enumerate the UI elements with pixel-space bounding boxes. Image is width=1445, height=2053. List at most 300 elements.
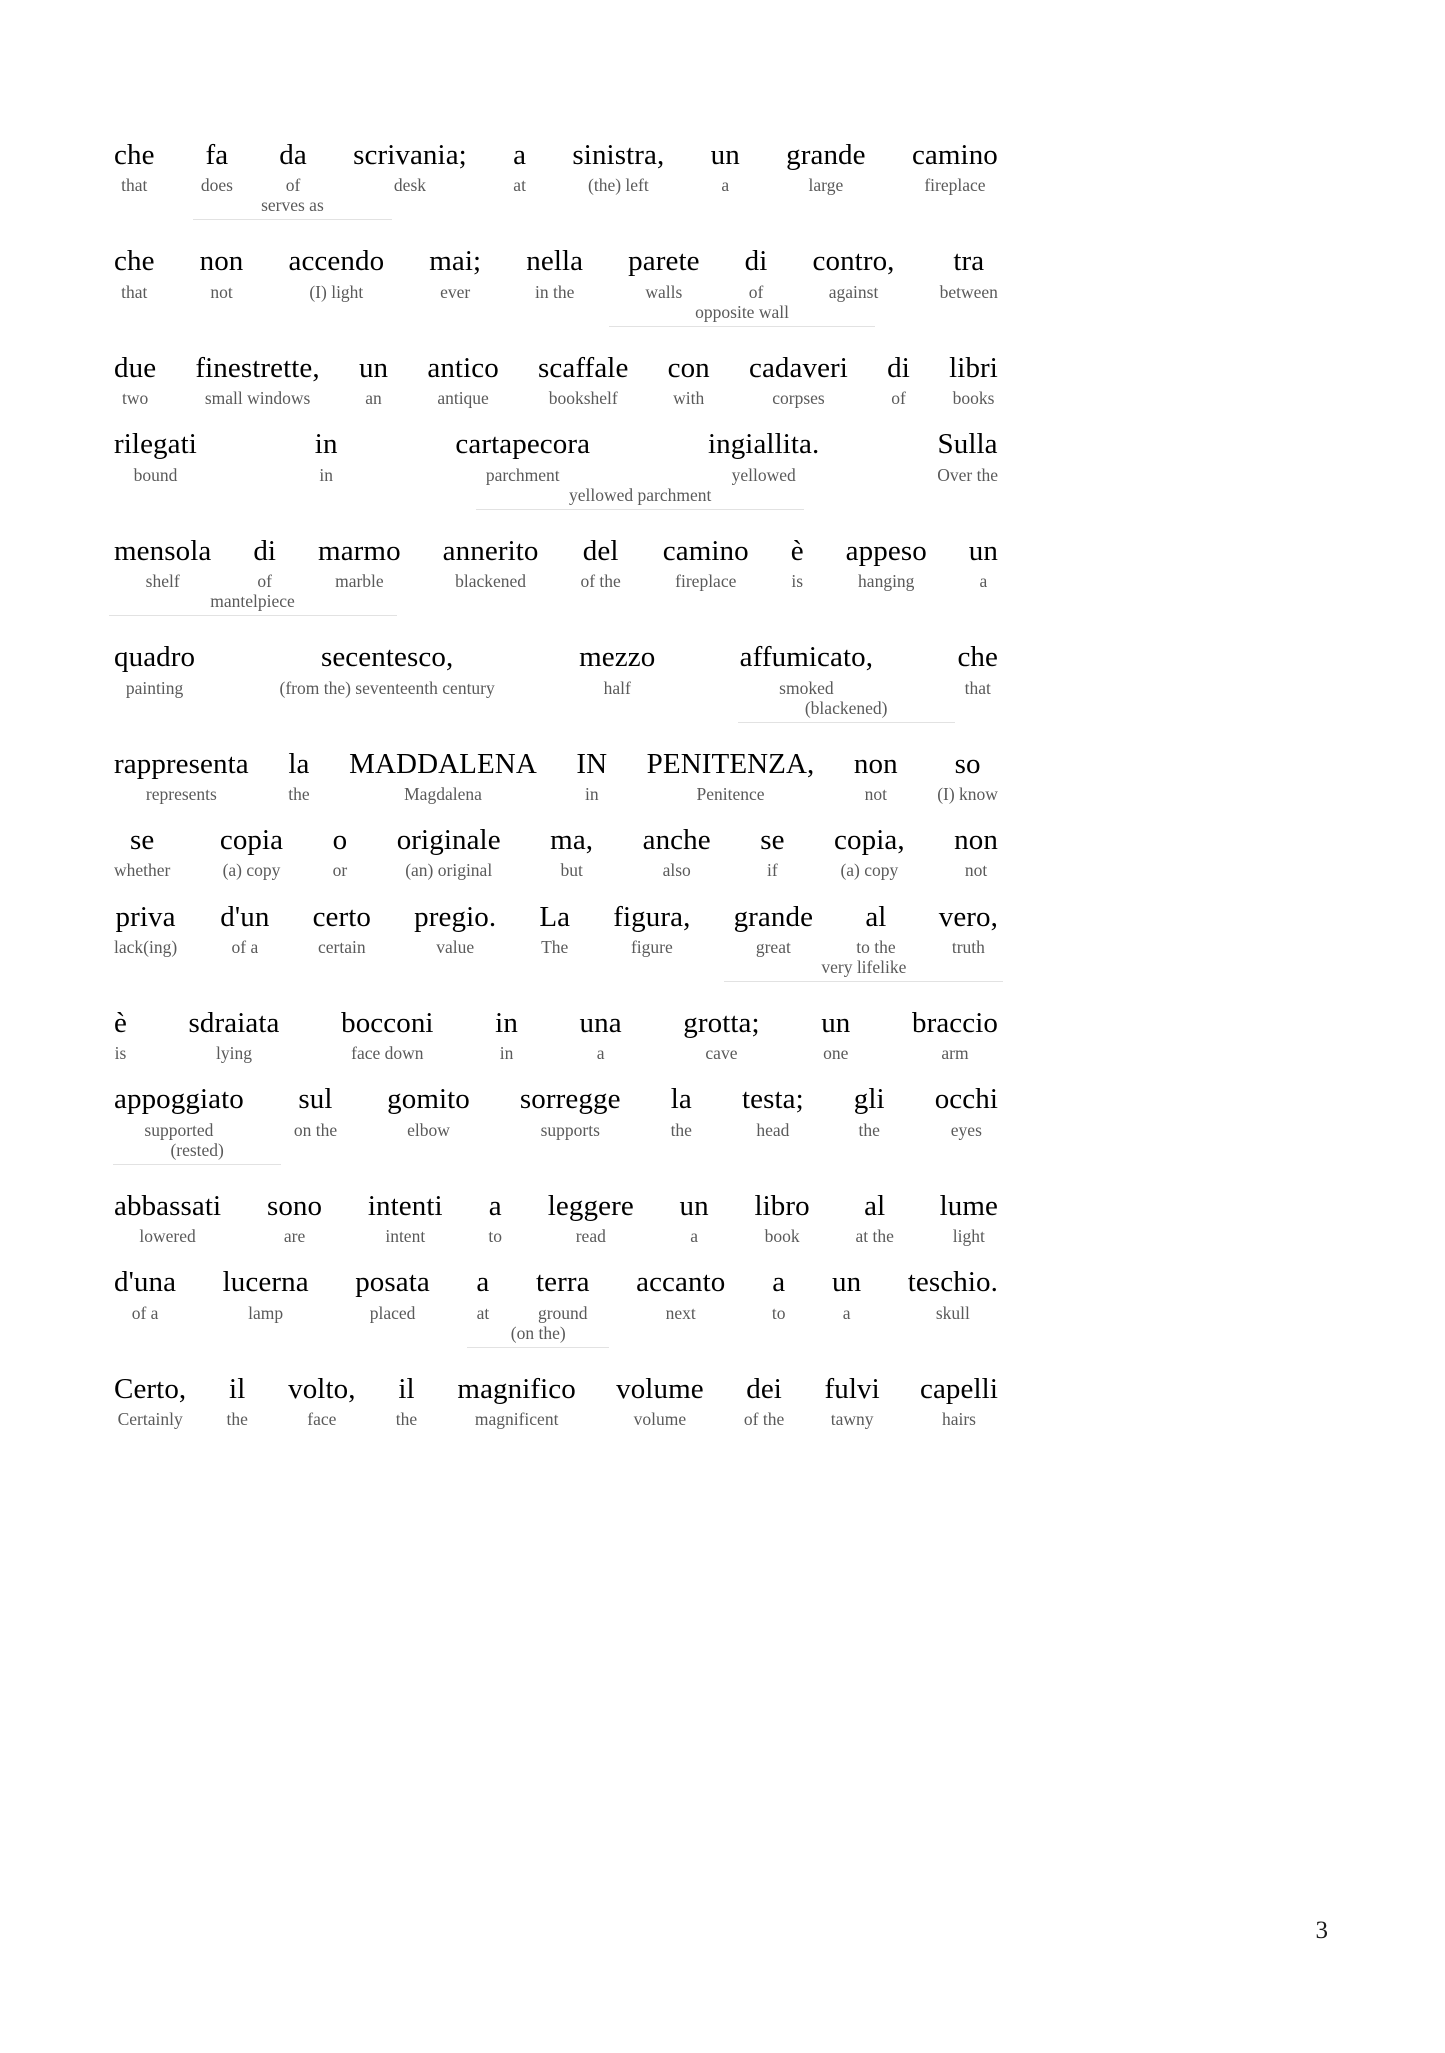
gloss-word: book <box>764 1226 800 1247</box>
source-word: PENITENZA, <box>646 747 815 780</box>
word-pair <box>219 902 270 957</box>
source-word: rappresenta <box>114 747 249 780</box>
word-row <box>113 642 999 697</box>
word-pair <box>428 246 482 301</box>
word-pair <box>367 1191 444 1246</box>
gloss-word: large <box>808 175 844 196</box>
gloss-word: against <box>828 281 879 302</box>
gloss-word: also <box>662 860 691 881</box>
word-pair <box>537 353 629 408</box>
gloss-word: in <box>584 783 599 804</box>
interlinear-line <box>113 825 999 880</box>
source-word: magnifico <box>457 1372 576 1405</box>
word-pair <box>442 536 540 591</box>
word-pair <box>579 536 621 591</box>
word-pair <box>785 140 867 195</box>
word-pair <box>938 902 999 957</box>
source-word: affumicato, <box>739 641 874 674</box>
gloss-word: tawny <box>830 1409 874 1429</box>
word-pair <box>287 749 310 804</box>
gloss-word: volume <box>633 1409 687 1429</box>
source-word: il <box>229 1372 246 1405</box>
source-word: appeso <box>845 534 927 567</box>
source-word: posata <box>355 1266 430 1299</box>
gloss-word: to the <box>856 936 896 957</box>
gloss-word: at <box>476 1302 490 1323</box>
source-word: in <box>495 1006 518 1039</box>
source-word: gomito <box>387 1083 470 1116</box>
source-word: sono <box>266 1189 323 1222</box>
interlinear-line <box>113 140 999 225</box>
source-word: annerito <box>442 534 539 567</box>
source-word: accanto <box>636 1266 726 1299</box>
gloss-word: to <box>488 1226 503 1247</box>
source-word: camino <box>662 534 749 567</box>
source-word: anche <box>642 824 711 857</box>
source-word: gli <box>853 1083 885 1116</box>
source-word: a <box>513 139 527 171</box>
gloss-word: smoked <box>779 677 834 698</box>
source-word: a <box>476 1266 490 1299</box>
word-pair <box>956 642 999 697</box>
word-pair <box>252 536 277 591</box>
word-row <box>113 749 999 804</box>
word-pair <box>679 1191 710 1246</box>
word-pair <box>113 1374 187 1429</box>
word-pair <box>953 825 999 880</box>
gloss-word: but <box>560 860 583 881</box>
gloss-word: small windows <box>204 388 311 409</box>
word-pair <box>948 353 999 408</box>
gloss-word: not <box>864 783 887 804</box>
source-word: Certo, <box>114 1372 187 1405</box>
word-pair <box>919 1374 999 1429</box>
bracket-gloss-row <box>113 195 999 225</box>
word-pair <box>939 246 999 301</box>
word-pair <box>845 536 928 591</box>
word-pair <box>395 1374 418 1429</box>
interlinear-text-body <box>113 140 999 1450</box>
word-pair <box>538 902 571 957</box>
gloss-word: (the) left <box>588 175 649 196</box>
gloss-word: corpses <box>772 388 825 409</box>
source-word: una <box>579 1006 622 1039</box>
source-word: appoggiato <box>114 1083 244 1116</box>
gloss-word: half <box>603 677 631 698</box>
source-word: scrivania; <box>353 139 467 171</box>
word-pair <box>358 353 389 408</box>
word-pair <box>670 1084 693 1139</box>
source-word: fa <box>205 139 229 171</box>
word-pair <box>820 1008 851 1063</box>
gloss-word: Magdalena <box>404 783 482 804</box>
word-pair <box>396 825 502 880</box>
source-word: occhi <box>934 1083 998 1116</box>
word-pair <box>968 536 999 591</box>
word-pair <box>790 536 805 591</box>
word-pair <box>733 902 815 957</box>
word-pair <box>113 140 156 195</box>
source-word: due <box>114 351 157 384</box>
source-word: vero, <box>938 900 998 933</box>
gloss-word: Certainly <box>117 1409 183 1429</box>
source-word: scaffale <box>538 351 629 384</box>
word-pair <box>549 825 594 880</box>
source-word: testa; <box>741 1083 804 1116</box>
word-pair <box>525 246 584 301</box>
gloss-word: parchment <box>485 464 560 485</box>
source-word: marmo <box>318 534 401 567</box>
gloss-word: not <box>964 860 988 881</box>
word-pair <box>454 429 591 484</box>
source-word: abbassati <box>114 1189 222 1222</box>
gloss-word: is <box>114 1043 127 1064</box>
source-word: ma, <box>550 824 594 857</box>
source-word: grande <box>733 900 814 933</box>
gloss-word: ground <box>537 1302 588 1323</box>
source-word: un <box>679 1189 709 1222</box>
interlinear-line <box>113 1008 999 1063</box>
source-word: o <box>332 824 348 857</box>
gloss-word: (I) know <box>937 783 998 804</box>
source-word: è <box>114 1006 127 1039</box>
source-word: rilegati <box>114 428 197 461</box>
source-word: sinistra, <box>572 139 665 171</box>
source-word: d'un <box>220 900 270 933</box>
source-word: fulvi <box>824 1372 880 1405</box>
source-word: un <box>821 1006 851 1039</box>
source-word: quadro <box>114 641 196 674</box>
word-pair <box>113 429 198 484</box>
source-word: che <box>114 139 155 171</box>
word-pair <box>199 246 245 301</box>
word-pair <box>113 1084 245 1139</box>
gloss-word: in <box>499 1043 514 1064</box>
word-pair <box>113 1008 128 1063</box>
source-word: camino <box>911 139 998 171</box>
word-pair <box>812 246 896 301</box>
word-pair <box>710 140 741 195</box>
word-pair <box>487 1191 503 1246</box>
word-pair <box>456 1374 576 1429</box>
source-word: volume <box>616 1372 704 1405</box>
word-pair <box>743 1374 785 1429</box>
source-word: se <box>760 824 785 857</box>
gloss-word: that <box>964 677 991 698</box>
gloss-word: the <box>858 1119 880 1140</box>
word-pair <box>113 825 171 880</box>
bracket-gloss-row <box>113 698 999 728</box>
gloss-word: at the <box>855 1226 894 1247</box>
gloss-word: that <box>121 175 148 196</box>
word-pair <box>627 246 700 301</box>
gloss-word: magnificent <box>474 1409 559 1429</box>
gloss-word: head <box>756 1119 790 1140</box>
gloss-word: intent <box>385 1226 426 1247</box>
gloss-word: in the <box>534 281 575 302</box>
gloss-word: a <box>721 175 730 196</box>
gloss-word: (a) copy <box>222 860 281 881</box>
source-word: lucerna <box>222 1266 309 1299</box>
source-word: certo <box>312 900 372 933</box>
gloss-word: truth <box>951 936 985 957</box>
word-pair <box>571 140 665 195</box>
word-pair <box>200 140 234 195</box>
gloss-word: supported <box>144 1119 214 1140</box>
word-pair <box>386 1084 471 1139</box>
source-word: sdraiata <box>188 1006 280 1039</box>
gloss-word: desk <box>393 175 426 196</box>
word-pair <box>886 353 911 408</box>
gloss-word: (an) original <box>405 860 493 881</box>
gloss-word: an <box>365 388 382 409</box>
interlinear-line <box>113 536 999 621</box>
word-pair <box>759 825 785 880</box>
word-pair <box>934 1084 999 1139</box>
bracket-gloss-row <box>113 302 999 332</box>
bracket-gloss-row <box>113 957 999 987</box>
source-word: un <box>832 1266 862 1299</box>
word-row <box>113 825 999 880</box>
word-pair <box>113 246 156 301</box>
gloss-word: yellowed <box>731 464 796 485</box>
word-pair <box>907 1267 999 1322</box>
word-pair <box>340 1008 435 1063</box>
gloss-word: the <box>670 1119 692 1140</box>
word-pair <box>278 140 308 195</box>
gloss-word: of a <box>131 1302 159 1323</box>
gloss-word: a <box>842 1302 851 1323</box>
source-word: non <box>954 824 998 857</box>
source-word: di <box>744 245 768 278</box>
word-pair <box>287 1374 356 1429</box>
gloss-word: bookshelf <box>548 388 618 409</box>
word-pair <box>739 642 874 697</box>
word-pair <box>519 1084 622 1139</box>
interlinear-line <box>113 246 999 331</box>
interlinear-line <box>113 353 999 408</box>
gloss-word: of <box>257 571 272 592</box>
source-word: sorregge <box>519 1083 621 1116</box>
interlinear-line <box>113 1267 999 1352</box>
word-pair <box>317 536 402 591</box>
gloss-word: two <box>121 388 149 409</box>
word-pair <box>646 749 816 804</box>
gloss-word: of <box>285 175 301 196</box>
gloss-word: lamp <box>248 1302 284 1323</box>
gloss-word: The <box>541 936 569 957</box>
gloss-word: (I) light <box>309 281 364 302</box>
source-word: sul <box>298 1083 333 1116</box>
gloss-word: figure <box>630 936 673 957</box>
source-word: un <box>358 351 389 384</box>
gloss-word: lack(ing) <box>114 936 178 957</box>
source-word: in <box>314 428 338 461</box>
source-word: un <box>710 139 740 171</box>
source-word: finestrette, <box>195 351 320 384</box>
source-word: MADDALENA <box>349 747 537 780</box>
source-word: a <box>488 1189 502 1222</box>
word-pair <box>578 642 656 697</box>
gloss-word: eyes <box>950 1119 982 1140</box>
word-row <box>113 1267 999 1322</box>
gloss-word: represents <box>145 783 217 804</box>
word-pair <box>855 902 896 957</box>
word-pair <box>352 140 468 195</box>
word-pair <box>853 1084 886 1139</box>
source-word: mai; <box>429 245 482 278</box>
word-pair <box>744 246 769 301</box>
source-word: dei <box>746 1372 782 1405</box>
source-word: che <box>957 641 998 674</box>
interlinear-line <box>113 1374 999 1429</box>
word-pair <box>413 902 497 957</box>
gloss-word: next <box>665 1302 696 1323</box>
word-pair <box>312 902 372 957</box>
source-word: braccio <box>911 1006 998 1039</box>
gloss-word: to <box>771 1302 786 1323</box>
word-pair <box>512 140 527 195</box>
gloss-word: of <box>748 281 764 302</box>
gloss-word: great <box>755 936 791 957</box>
source-word: copia <box>219 824 284 857</box>
bracket-gloss-row <box>113 1140 999 1170</box>
interlinear-line <box>113 429 999 514</box>
source-word: se <box>130 824 155 857</box>
word-pair <box>113 642 196 697</box>
gloss-word: at <box>513 175 526 196</box>
word-row <box>113 1008 999 1063</box>
source-word: a <box>772 1266 786 1299</box>
interlinear-line <box>113 1191 999 1246</box>
gloss-word: marble <box>335 571 384 592</box>
gloss-word: between <box>939 281 998 302</box>
word-row <box>113 536 999 591</box>
bracket-gloss: yellowed parchment <box>476 485 804 510</box>
source-word: La <box>539 900 571 933</box>
interlinear-line <box>113 1084 999 1169</box>
source-word: lume <box>939 1189 998 1222</box>
source-word: priva <box>115 900 176 933</box>
word-pair <box>426 353 499 408</box>
word-pair <box>113 1191 222 1246</box>
gloss-word: Penitence <box>696 783 765 804</box>
word-pair <box>831 1267 862 1322</box>
gloss-word: (a) copy <box>840 860 899 881</box>
word-pair <box>219 825 284 880</box>
bracket-gloss-row <box>113 485 999 515</box>
source-word: originale <box>396 824 501 857</box>
word-pair <box>348 749 538 804</box>
gloss-word: books <box>952 388 995 409</box>
source-word: un <box>968 534 998 567</box>
word-pair <box>354 1267 431 1322</box>
source-word: figura, <box>613 900 691 933</box>
gloss-word: value <box>436 936 475 957</box>
source-word: teschio. <box>907 1266 998 1299</box>
word-pair <box>293 1084 338 1139</box>
word-pair <box>635 1267 726 1322</box>
gloss-word: supports <box>540 1119 600 1140</box>
source-word: pregio. <box>414 900 497 933</box>
word-pair <box>823 1374 880 1429</box>
source-word: so <box>954 747 981 780</box>
gloss-word: not <box>210 281 233 302</box>
gloss-word: lying <box>216 1043 253 1064</box>
source-word: intenti <box>367 1189 443 1222</box>
source-word: del <box>582 534 619 567</box>
gloss-word: lowered <box>139 1226 196 1247</box>
word-pair <box>113 749 250 804</box>
gloss-word: a <box>596 1043 605 1064</box>
gloss-word: bound <box>133 464 178 485</box>
bracket-gloss: (on the) <box>467 1323 609 1348</box>
gloss-word: of the <box>743 1409 785 1429</box>
word-row <box>113 140 999 195</box>
word-pair <box>113 353 157 408</box>
page-number: 3 <box>1315 1917 1328 1944</box>
word-pair <box>579 1008 623 1063</box>
gloss-word: are <box>283 1226 306 1247</box>
source-word: non <box>199 245 244 278</box>
source-word: di <box>887 351 910 384</box>
gloss-word: the <box>226 1409 248 1429</box>
source-word: tra <box>953 245 985 278</box>
word-pair <box>748 353 849 408</box>
gloss-word: skull <box>935 1302 970 1323</box>
word-pair <box>194 353 320 408</box>
word-pair <box>113 536 212 591</box>
source-word: non <box>853 747 898 780</box>
word-row <box>113 902 999 957</box>
source-word: ingiallita. <box>707 428 820 461</box>
source-word: volto, <box>288 1372 356 1405</box>
source-word: mezzo <box>579 641 656 674</box>
word-pair <box>222 1267 310 1322</box>
interlinear-line <box>113 902 999 987</box>
gloss-word: is <box>791 571 804 592</box>
source-word: da <box>279 139 307 171</box>
word-pair <box>266 1191 323 1246</box>
word-row <box>113 353 999 408</box>
source-word: capelli <box>919 1372 998 1405</box>
gloss-word: hairs <box>941 1409 976 1429</box>
source-word: grotta; <box>683 1006 760 1039</box>
word-pair <box>936 429 999 484</box>
word-pair <box>113 1267 177 1322</box>
source-word: bocconi <box>341 1006 434 1039</box>
gloss-word: a <box>690 1226 699 1247</box>
word-row <box>113 1084 999 1139</box>
gloss-word: antique <box>437 388 489 409</box>
source-word: cartapecora <box>455 428 591 461</box>
source-word: libro <box>754 1189 810 1222</box>
gloss-word: in <box>319 464 333 485</box>
gloss-word: face <box>307 1409 337 1429</box>
word-pair <box>662 536 750 591</box>
gloss-word: fireplace <box>924 175 986 196</box>
gloss-word: or <box>332 860 348 881</box>
bracket-gloss-row <box>113 591 999 621</box>
word-row <box>113 246 999 301</box>
word-pair <box>575 749 608 804</box>
source-word: mensola <box>114 534 212 567</box>
gloss-word: light <box>952 1226 985 1247</box>
gloss-word: (from the) seventeenth century <box>279 677 495 698</box>
source-word: IN <box>576 747 608 780</box>
word-pair <box>494 1008 519 1063</box>
word-row <box>113 1374 999 1429</box>
